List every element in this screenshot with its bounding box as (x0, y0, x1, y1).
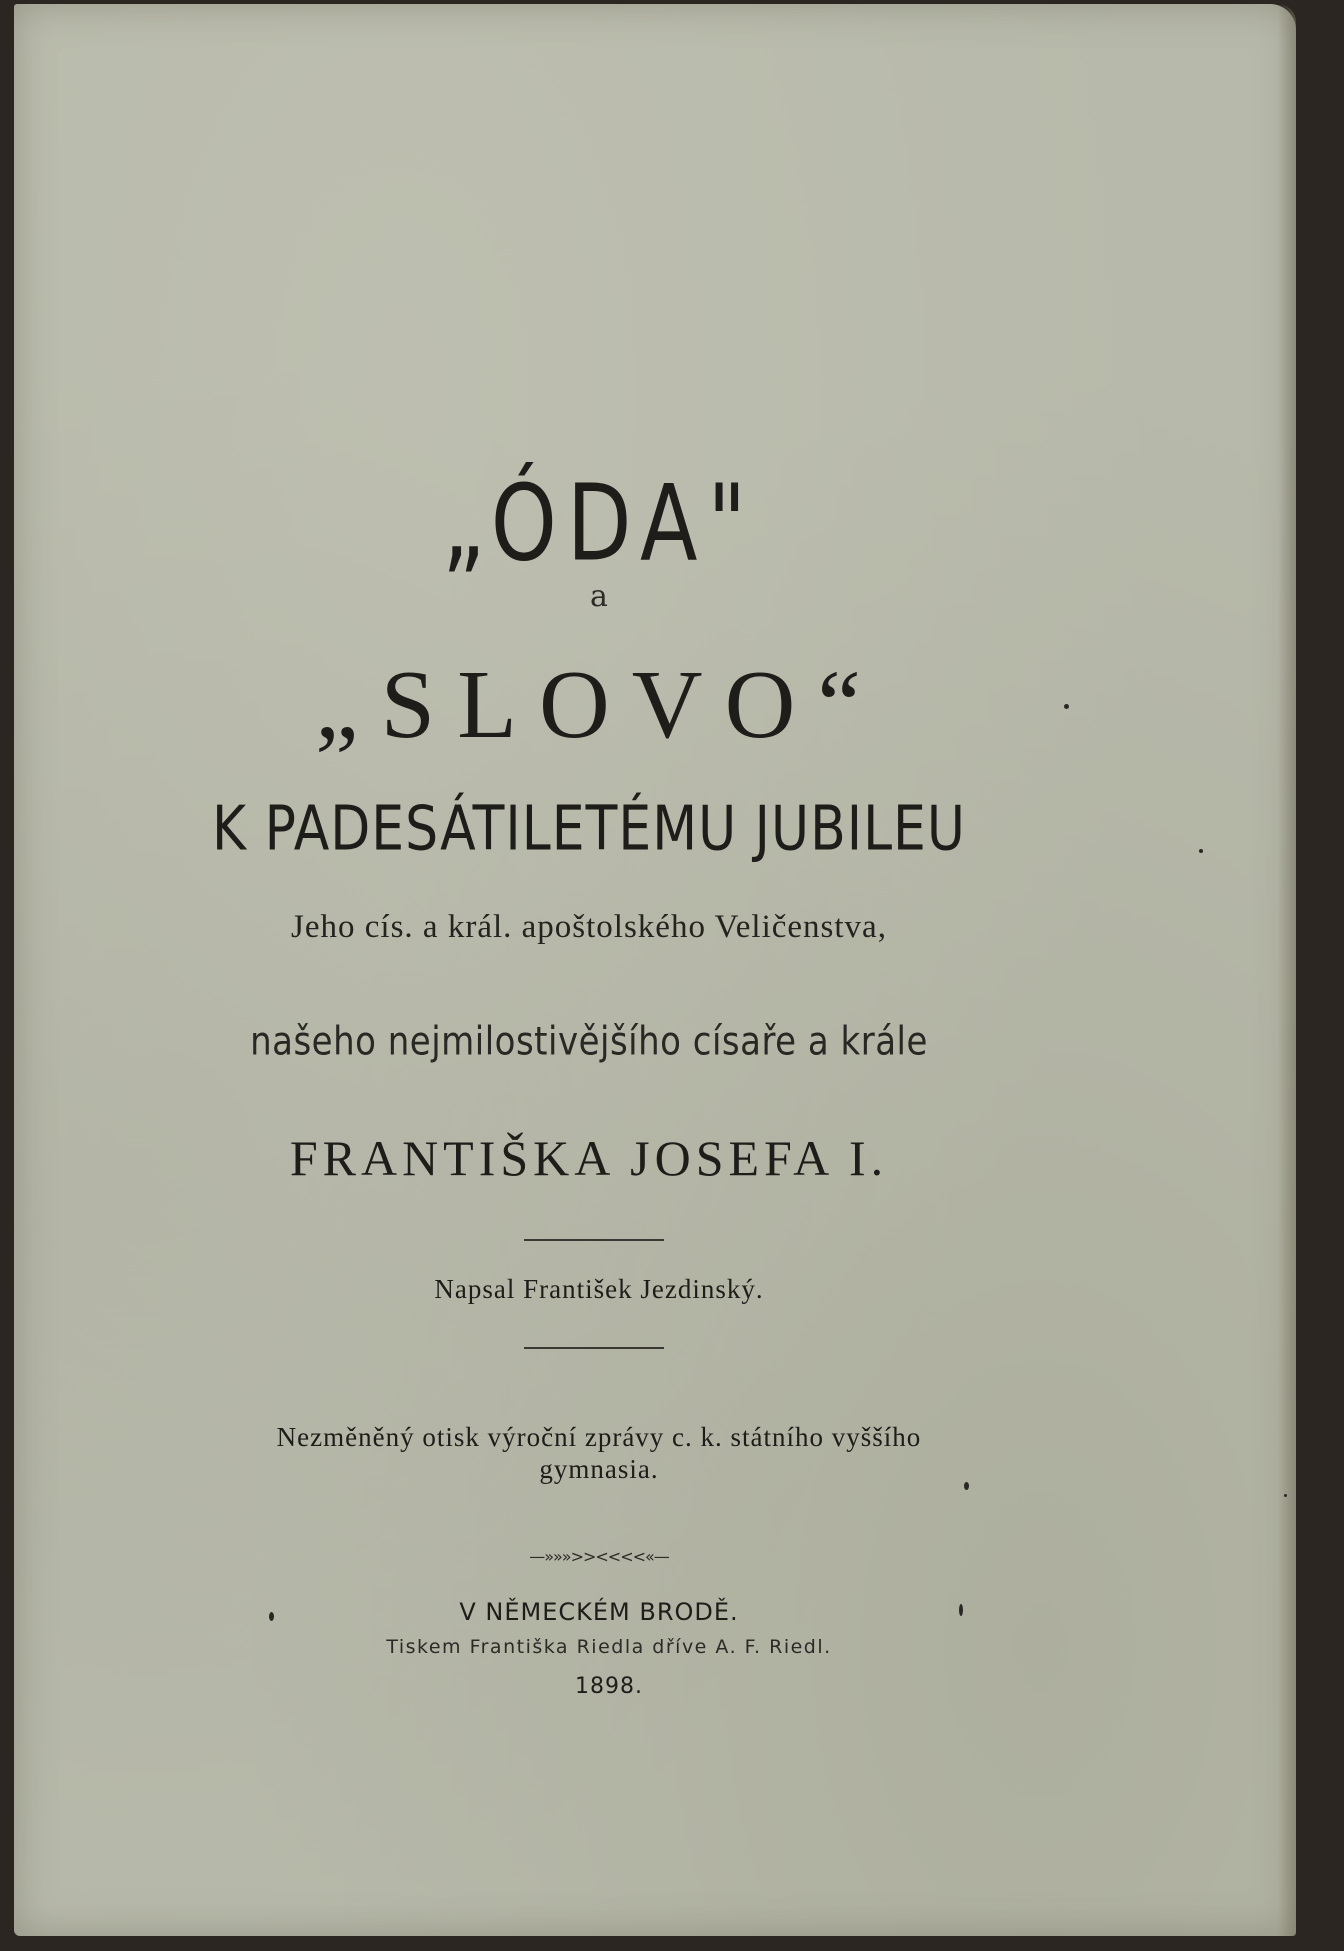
paper-speck (269, 1612, 274, 1621)
page-edge-shadow (1278, 4, 1296, 1936)
subtitle-jubilee: K PADESÁTILETÉMU JUBILEU (212, 794, 966, 865)
divider-top (524, 1239, 664, 1241)
reprint-note-line1: Nezměněný otisk výroční zprávy c. k. státního vyššího (276, 1422, 922, 1452)
paper-speck (1199, 849, 1203, 853)
title-slovo: „SLOVO“ (315, 651, 883, 759)
reprint-note-line2: gymnasia. (539, 1454, 659, 1484)
title-conjunction: a (590, 579, 608, 614)
imprint-printer: Tiskem Františka Riedla dříve A. F. Riedl. (386, 1636, 832, 1658)
cover-page (14, 4, 1296, 1936)
imprint-place: V NĚMECKÉM BRODĚ. (459, 1598, 739, 1626)
cover-content (14, 4, 1164, 1936)
title-oda: „ÓDA" (441, 462, 757, 585)
ornament-divider: —»»»>><<<<«— (529, 1547, 669, 1566)
imprint-year: 1898. (575, 1674, 643, 1699)
paper-speck (964, 1482, 969, 1490)
paper-speck (1064, 704, 1069, 709)
paper-speck (1284, 1494, 1287, 1497)
divider-bottom (524, 1347, 664, 1349)
majesty-line: Jeho cís. a král. apoštolského Veličenstva, (291, 909, 887, 945)
paper-speck (959, 1604, 963, 1616)
emperor-name: FRANTIŠKA JOSEFA I. (289, 1130, 889, 1186)
author-line: Napsal František Jezdinský. (434, 1274, 764, 1304)
emperor-line: našeho nejmilostivějšího císaře a krále (250, 1019, 928, 1065)
